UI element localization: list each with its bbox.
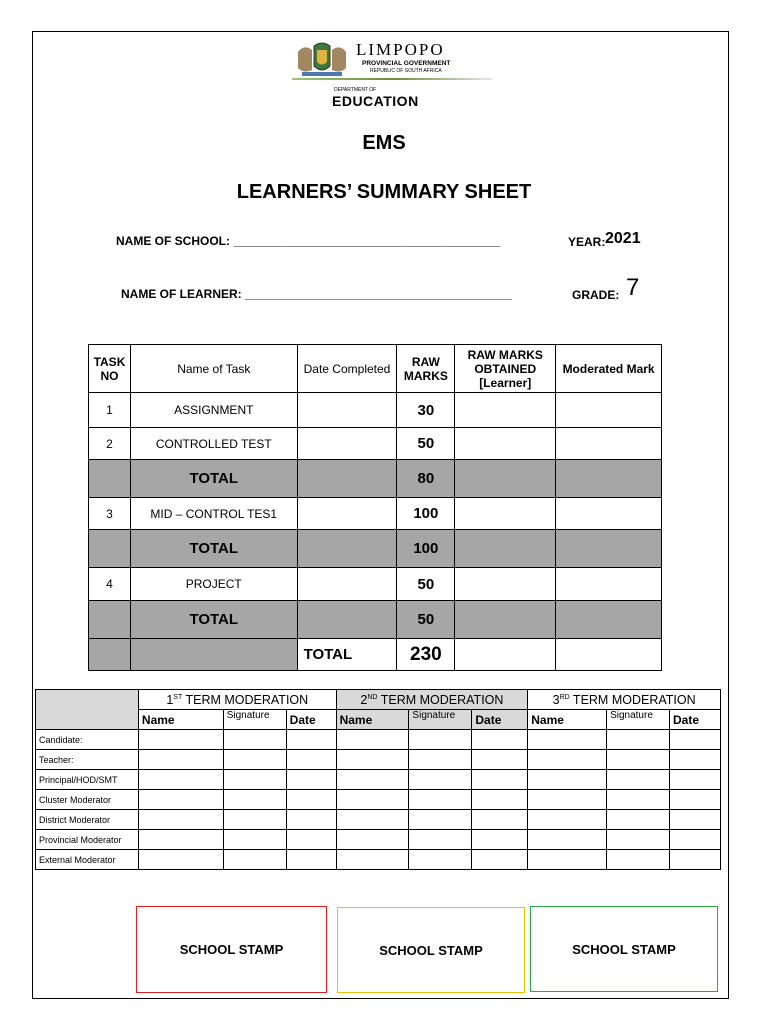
date-cell[interactable]	[297, 498, 397, 530]
col-date: Date	[670, 710, 721, 730]
cell[interactable]	[528, 830, 607, 850]
cell[interactable]	[472, 750, 528, 770]
moderated-cell[interactable]	[556, 393, 662, 428]
cell[interactable]	[336, 790, 409, 810]
cell[interactable]	[286, 850, 336, 870]
header-date-completed: Date Completed	[297, 345, 397, 393]
subtotal-value: 100	[397, 530, 455, 568]
table-row	[89, 393, 662, 428]
cell[interactable]	[607, 850, 670, 870]
col-date: Date	[286, 710, 336, 730]
grand-total-value: 230	[397, 639, 455, 671]
grand-total-label: TOTAL	[297, 639, 397, 671]
raw-mark: 50	[397, 568, 455, 601]
cell[interactable]	[528, 790, 607, 810]
raw-mark: 50	[397, 428, 455, 460]
raw-mark: 100	[397, 498, 455, 530]
task-no: 4	[89, 568, 131, 601]
task-table-header	[89, 345, 662, 393]
cell[interactable]	[286, 830, 336, 850]
moderation-term-header	[36, 690, 721, 710]
cell[interactable]	[670, 770, 721, 790]
total-label: TOTAL	[130, 530, 297, 568]
col-name: Name	[336, 710, 409, 730]
col-signature: Signature	[223, 710, 286, 730]
logo-subtitle: PROVINCIAL GOVERNMENT	[362, 60, 451, 67]
moderated-cell[interactable]	[556, 498, 662, 530]
empty-cell	[556, 460, 662, 498]
cell[interactable]	[286, 810, 336, 830]
cell[interactable]	[670, 790, 721, 810]
subtotal-row	[89, 530, 662, 568]
learner-name-field[interactable]: NAME OF LEARNER: ________________________________________	[121, 287, 512, 301]
subtotal-row	[89, 460, 662, 498]
cell[interactable]	[472, 790, 528, 810]
header-task-name: Name of Task	[130, 345, 297, 393]
empty-cell	[297, 601, 397, 639]
empty-cell	[89, 601, 131, 639]
moderation-table	[35, 689, 721, 870]
cell[interactable]	[670, 730, 721, 750]
cell[interactable]	[223, 830, 286, 850]
cell[interactable]	[138, 850, 223, 870]
cell[interactable]	[528, 770, 607, 790]
term-2-header: 2ND TERM MODERATION	[336, 690, 528, 710]
limpopo-education-logo	[292, 40, 492, 110]
cell[interactable]	[286, 730, 336, 750]
cell[interactable]	[472, 770, 528, 790]
empty-cell	[89, 460, 131, 498]
table-row	[36, 810, 721, 830]
table-row	[89, 568, 662, 601]
raw-mark: 30	[397, 393, 455, 428]
grade-label: GRADE:	[572, 288, 620, 302]
date-cell[interactable]	[297, 393, 397, 428]
cell[interactable]	[409, 810, 472, 830]
cell[interactable]	[138, 750, 223, 770]
cell[interactable]	[670, 850, 721, 870]
cell[interactable]	[528, 850, 607, 870]
moderation-column-header	[36, 710, 721, 730]
obtained-cell[interactable]	[455, 428, 556, 460]
col-signature: Signature	[409, 710, 472, 730]
table-row	[89, 498, 662, 530]
total-label: TOTAL	[130, 601, 297, 639]
cell[interactable]	[336, 750, 409, 770]
cell[interactable]	[528, 810, 607, 830]
date-cell[interactable]	[297, 568, 397, 601]
date-cell[interactable]	[297, 428, 397, 460]
cell[interactable]	[336, 810, 409, 830]
subtotal-value: 80	[397, 460, 455, 498]
empty-cell	[36, 690, 139, 730]
task-no: 3	[89, 498, 131, 530]
cell[interactable]	[138, 810, 223, 830]
empty-cell	[297, 460, 397, 498]
obtained-cell[interactable]	[455, 393, 556, 428]
cell[interactable]	[409, 730, 472, 750]
cell[interactable]	[336, 730, 409, 750]
cell[interactable]	[223, 790, 286, 810]
role-label: District Moderator	[36, 810, 139, 830]
task-name: ASSIGNMENT	[130, 393, 297, 428]
header-raw-marks: RAW MARKS	[397, 345, 455, 393]
col-name: Name	[138, 710, 223, 730]
sheet-title: LEARNERS’ SUMMARY SHEET	[236, 181, 532, 203]
cell[interactable]	[336, 850, 409, 870]
col-date: Date	[472, 710, 528, 730]
empty-cell	[89, 530, 131, 568]
cell[interactable]	[138, 730, 223, 750]
logo-department: DEPARTMENT OF	[334, 87, 377, 93]
cell[interactable]	[670, 750, 721, 770]
table-row	[36, 790, 721, 810]
logo-name: LIMPOPO	[356, 40, 445, 59]
header-task-no: TASK NO	[89, 345, 131, 393]
cell[interactable]	[472, 850, 528, 870]
header-moderated-mark: Moderated Mark	[556, 345, 662, 393]
role-label: External Moderator	[36, 850, 139, 870]
cell[interactable]	[607, 750, 670, 770]
grand-total-row	[89, 639, 662, 671]
table-row	[36, 770, 721, 790]
subtotal-row	[89, 601, 662, 639]
task-name: MID – CONTROL TES1	[130, 498, 297, 530]
cell[interactable]	[223, 750, 286, 770]
empty-cell	[455, 460, 556, 498]
cell[interactable]	[607, 790, 670, 810]
cell[interactable]	[607, 830, 670, 850]
moderated-cell[interactable]	[556, 639, 662, 671]
col-name: Name	[528, 710, 607, 730]
table-row	[36, 830, 721, 850]
cell[interactable]	[472, 830, 528, 850]
cell[interactable]	[607, 810, 670, 830]
cell[interactable]	[528, 750, 607, 770]
cell[interactable]	[409, 830, 472, 850]
obtained-cell[interactable]	[455, 639, 556, 671]
cell[interactable]	[223, 770, 286, 790]
cell[interactable]	[286, 770, 336, 790]
task-name: PROJECT	[130, 568, 297, 601]
school-stamp-box-yellow: SCHOOL STAMP	[337, 907, 525, 993]
cell[interactable]	[472, 810, 528, 830]
table-row	[36, 730, 721, 750]
cell[interactable]	[223, 810, 286, 830]
grade-value: 7	[626, 274, 640, 301]
table-row	[36, 850, 721, 870]
year-value: 2021	[605, 230, 641, 247]
role-label: Teacher:	[36, 750, 139, 770]
logo-divider	[292, 78, 492, 80]
empty-cell	[130, 639, 297, 671]
empty-cell	[297, 530, 397, 568]
cell[interactable]	[409, 770, 472, 790]
subtotal-value: 50	[397, 601, 455, 639]
school-stamp-box-green: SCHOOL STAMP	[530, 906, 718, 992]
cell[interactable]	[670, 810, 721, 830]
coat-of-arms-icon	[292, 40, 352, 78]
logo-country: REPUBLIC OF SOUTH AFRICA	[370, 68, 442, 74]
cell[interactable]	[607, 770, 670, 790]
cell[interactable]	[409, 750, 472, 770]
cell[interactable]	[286, 790, 336, 810]
task-no: 1	[89, 393, 131, 428]
role-label: Principal/HOD/SMT	[36, 770, 139, 790]
subject-title: EMS	[362, 132, 406, 154]
role-label: Candidate:	[36, 730, 139, 750]
logo-education: EDUCATION	[332, 93, 419, 109]
empty-cell	[89, 639, 131, 671]
cell[interactable]	[138, 790, 223, 810]
role-label: Provincial Moderator	[36, 830, 139, 850]
moderated-cell[interactable]	[556, 428, 662, 460]
task-name: CONTROLLED TEST	[130, 428, 297, 460]
obtained-cell[interactable]	[455, 568, 556, 601]
cell[interactable]	[607, 730, 670, 750]
cell[interactable]	[286, 750, 336, 770]
cell[interactable]	[336, 770, 409, 790]
term-1-header: 1ST TERM MODERATION	[138, 690, 336, 710]
cell[interactable]	[409, 850, 472, 870]
term-3-header: 3RD TERM MODERATION	[528, 690, 721, 710]
total-label: TOTAL	[130, 460, 297, 498]
cell[interactable]	[472, 730, 528, 750]
cell[interactable]	[138, 770, 223, 790]
empty-cell	[455, 530, 556, 568]
empty-cell	[556, 601, 662, 639]
table-row	[36, 750, 721, 770]
cell[interactable]	[409, 790, 472, 810]
cell[interactable]	[528, 730, 607, 750]
task-table	[88, 344, 662, 671]
cell[interactable]	[336, 830, 409, 850]
col-signature: Signature	[607, 710, 670, 730]
cell[interactable]	[138, 830, 223, 850]
cell[interactable]	[670, 830, 721, 850]
header-raw-obtained: RAW MARKS OBTAINED [Learner]	[455, 345, 556, 393]
school-stamp-box-red: SCHOOL STAMP	[136, 906, 327, 993]
school-name-field[interactable]: NAME OF SCHOOL: ________________________________________	[116, 234, 501, 248]
cell[interactable]	[223, 850, 286, 870]
task-no: 2	[89, 428, 131, 460]
empty-cell	[556, 530, 662, 568]
obtained-cell[interactable]	[455, 498, 556, 530]
moderated-cell[interactable]	[556, 568, 662, 601]
empty-cell	[455, 601, 556, 639]
role-label: Cluster Moderator	[36, 790, 139, 810]
table-row	[89, 428, 662, 460]
cell[interactable]	[223, 730, 286, 750]
year-label: YEAR:	[568, 235, 606, 249]
